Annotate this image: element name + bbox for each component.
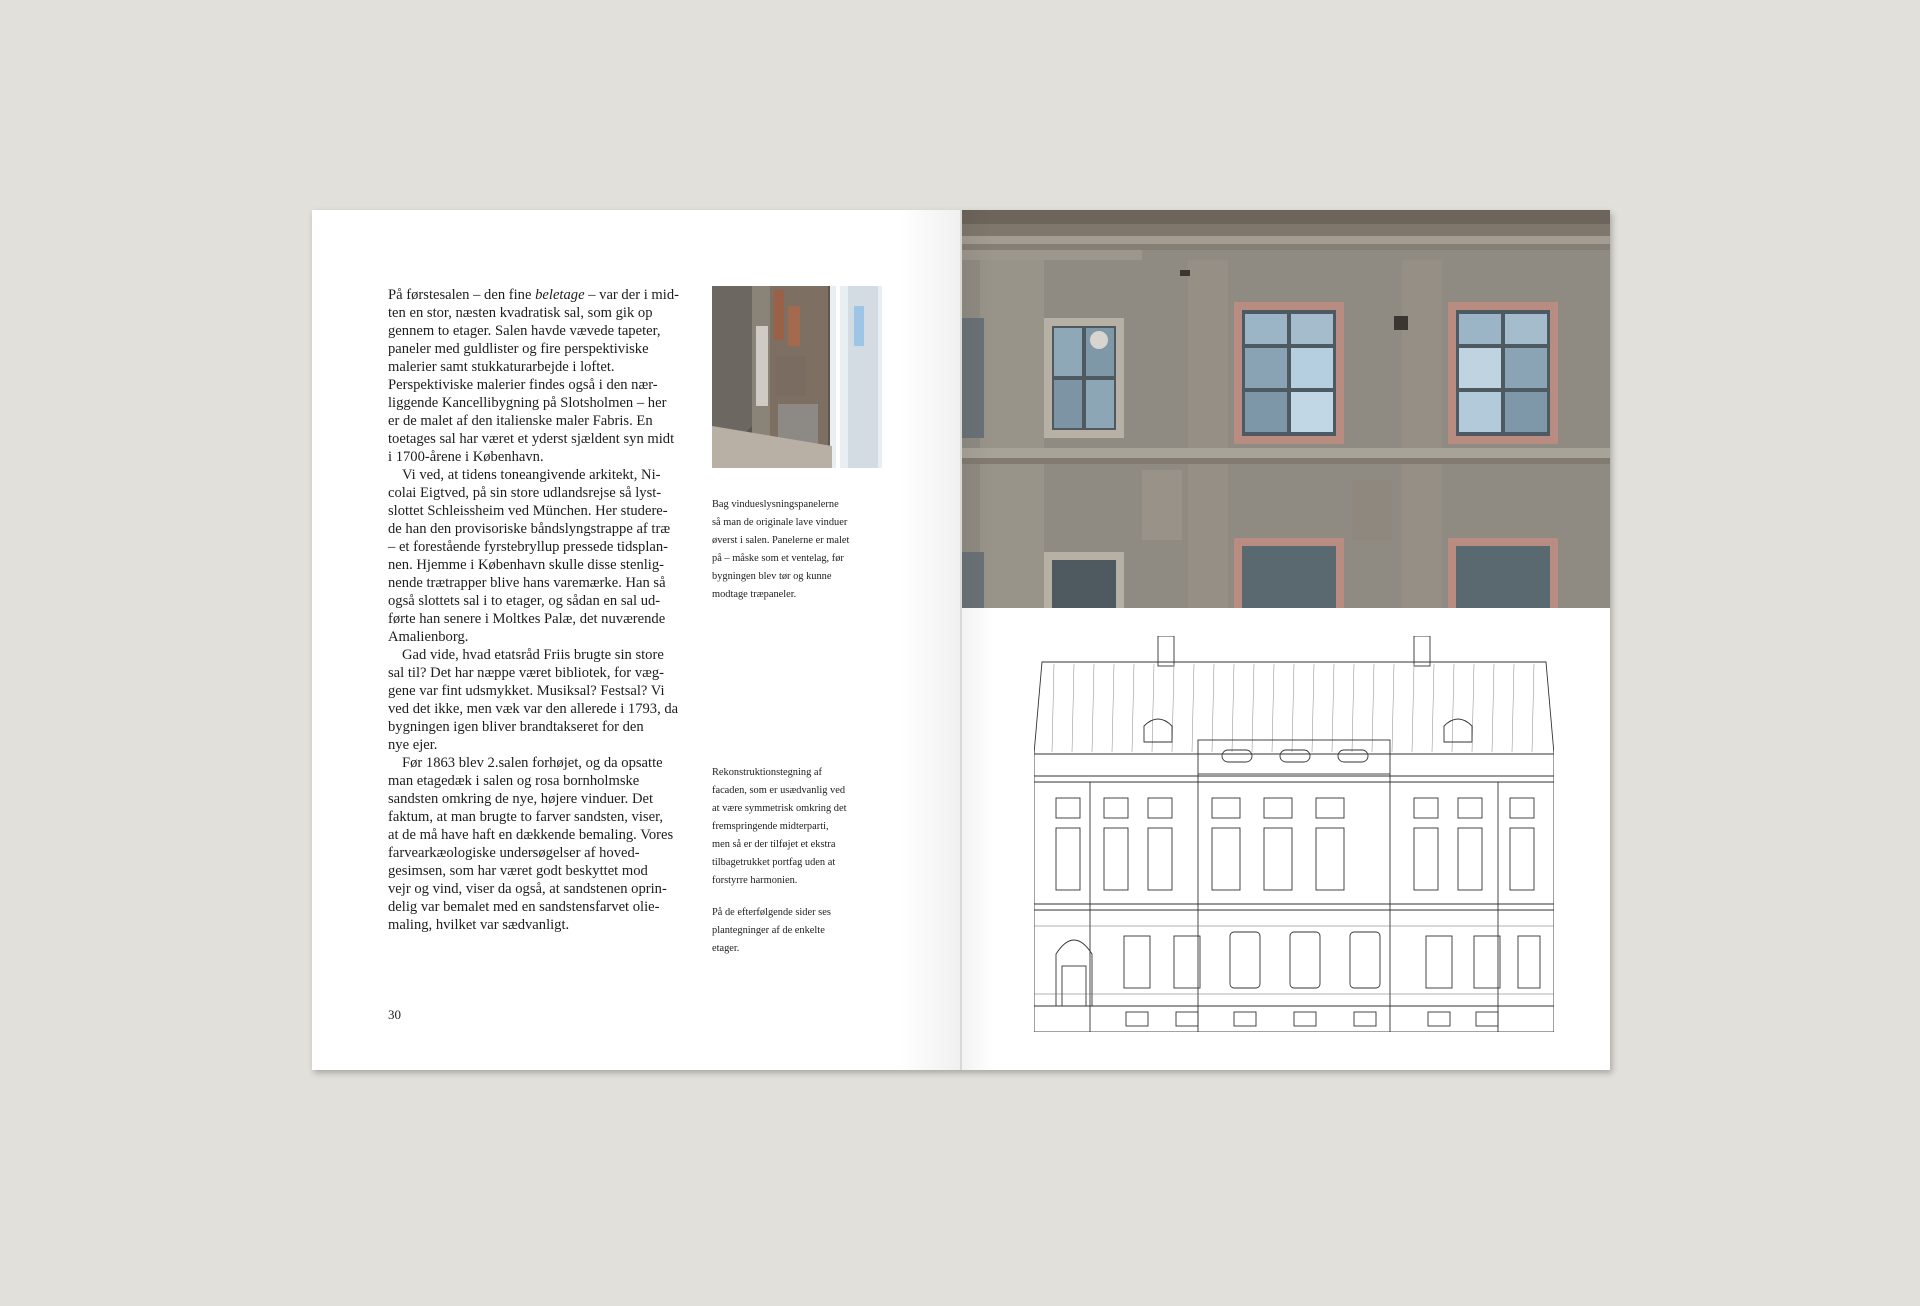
beletage-italic: beletage <box>535 287 585 303</box>
right-page <box>962 210 1610 1070</box>
caption-interior: Bag vindueslysningspanelerne så man de originale lave vinduer øverst i salen. Panelerne er malet på – måske som et ventelag, før bygningen blev tør og kunne modtage træpaneler. <box>712 499 850 600</box>
body-text <box>388 286 688 934</box>
paragraph-2: Vi ved, at tidens toneangivende arkitekt, Ni- colai Eigtved, på sin store udlandsrejse så lyst- slottet Schleissheim ved München. Her studere- de han den provisoriske båndslyngstrappe af træ – et forestående fyrstebryllup pressede tidsplan- nen. Hjemme i København skulle disse stenlig- nende trætrapper blive hans varemærke. Han så også slottets sal i to etager, og sådan en sal ud- førte han senere i Moltkes Palæ, det nuværende Amalienborg. <box>388 467 671 645</box>
left-page <box>312 210 960 1070</box>
paragraph-4: Før 1863 blev 2.salen forhøjet, og da opsatte man etagedæk i salen og rosa bornholmske sandsten omkring de nye, højere vinduer. Det faktum, at man brugte to farver sandsten, viser, at de må have haft en dækkende bemaling. Vores farvearkæologiske undersøgelser af hoved- gesimsen, som har været godt beskyttet mod vejr og vind, viser da også, at sandstenen oprin- delig var bemalet med en sandstensfarvet olie- maling, hvilket var sædvanligt. <box>388 755 674 933</box>
paragraph-1: På førstesalen – den fine beletage – var der i mid- ten en stor, næsten kvadratisk sal, som gik op gennem to etager. Salen havde vævede tapeter, paneler med guldlister og fire perspektiviske malerier samt stukkaturarbejde i loftet. Perspektiviske malerier findes også i den nær- liggende Kancellibygning på Slotsholmen – her er de malet af den italienske maler Fabris. En toetages sal har været et yderst sjældent syn midt i 1700-årene i København. <box>388 287 679 465</box>
paragraph-3: Gad vide, hvad etatsråd Friis brugte sin store sal til? Det har næppe været bibliotek, for væg- gene var fint udsmykket. Musiksal? Festsal? Vi ved det ikke, men væk var den allerede i 1793, da bygningen igen bliver brandtakseret for den nye ejer. <box>388 647 679 753</box>
page-number: 30 <box>388 1007 401 1022</box>
facade-photo <box>962 210 1610 608</box>
book-spread <box>312 210 1610 1070</box>
interior-photo <box>712 286 882 468</box>
caption-next-pages: På de efterfølgende sider ses plantegninger af de enkelte etager. <box>712 907 831 954</box>
caption-drawing: Rekonstruktionstegning af facaden, som er usædvanlig ved at være symmetrisk omkring det fremspringende midterparti, men så er der tilføjet et ekstra tilbagetrukket portfag uden at forstyrre harmonien. <box>712 767 847 886</box>
facade-drawing <box>1034 636 1554 1032</box>
